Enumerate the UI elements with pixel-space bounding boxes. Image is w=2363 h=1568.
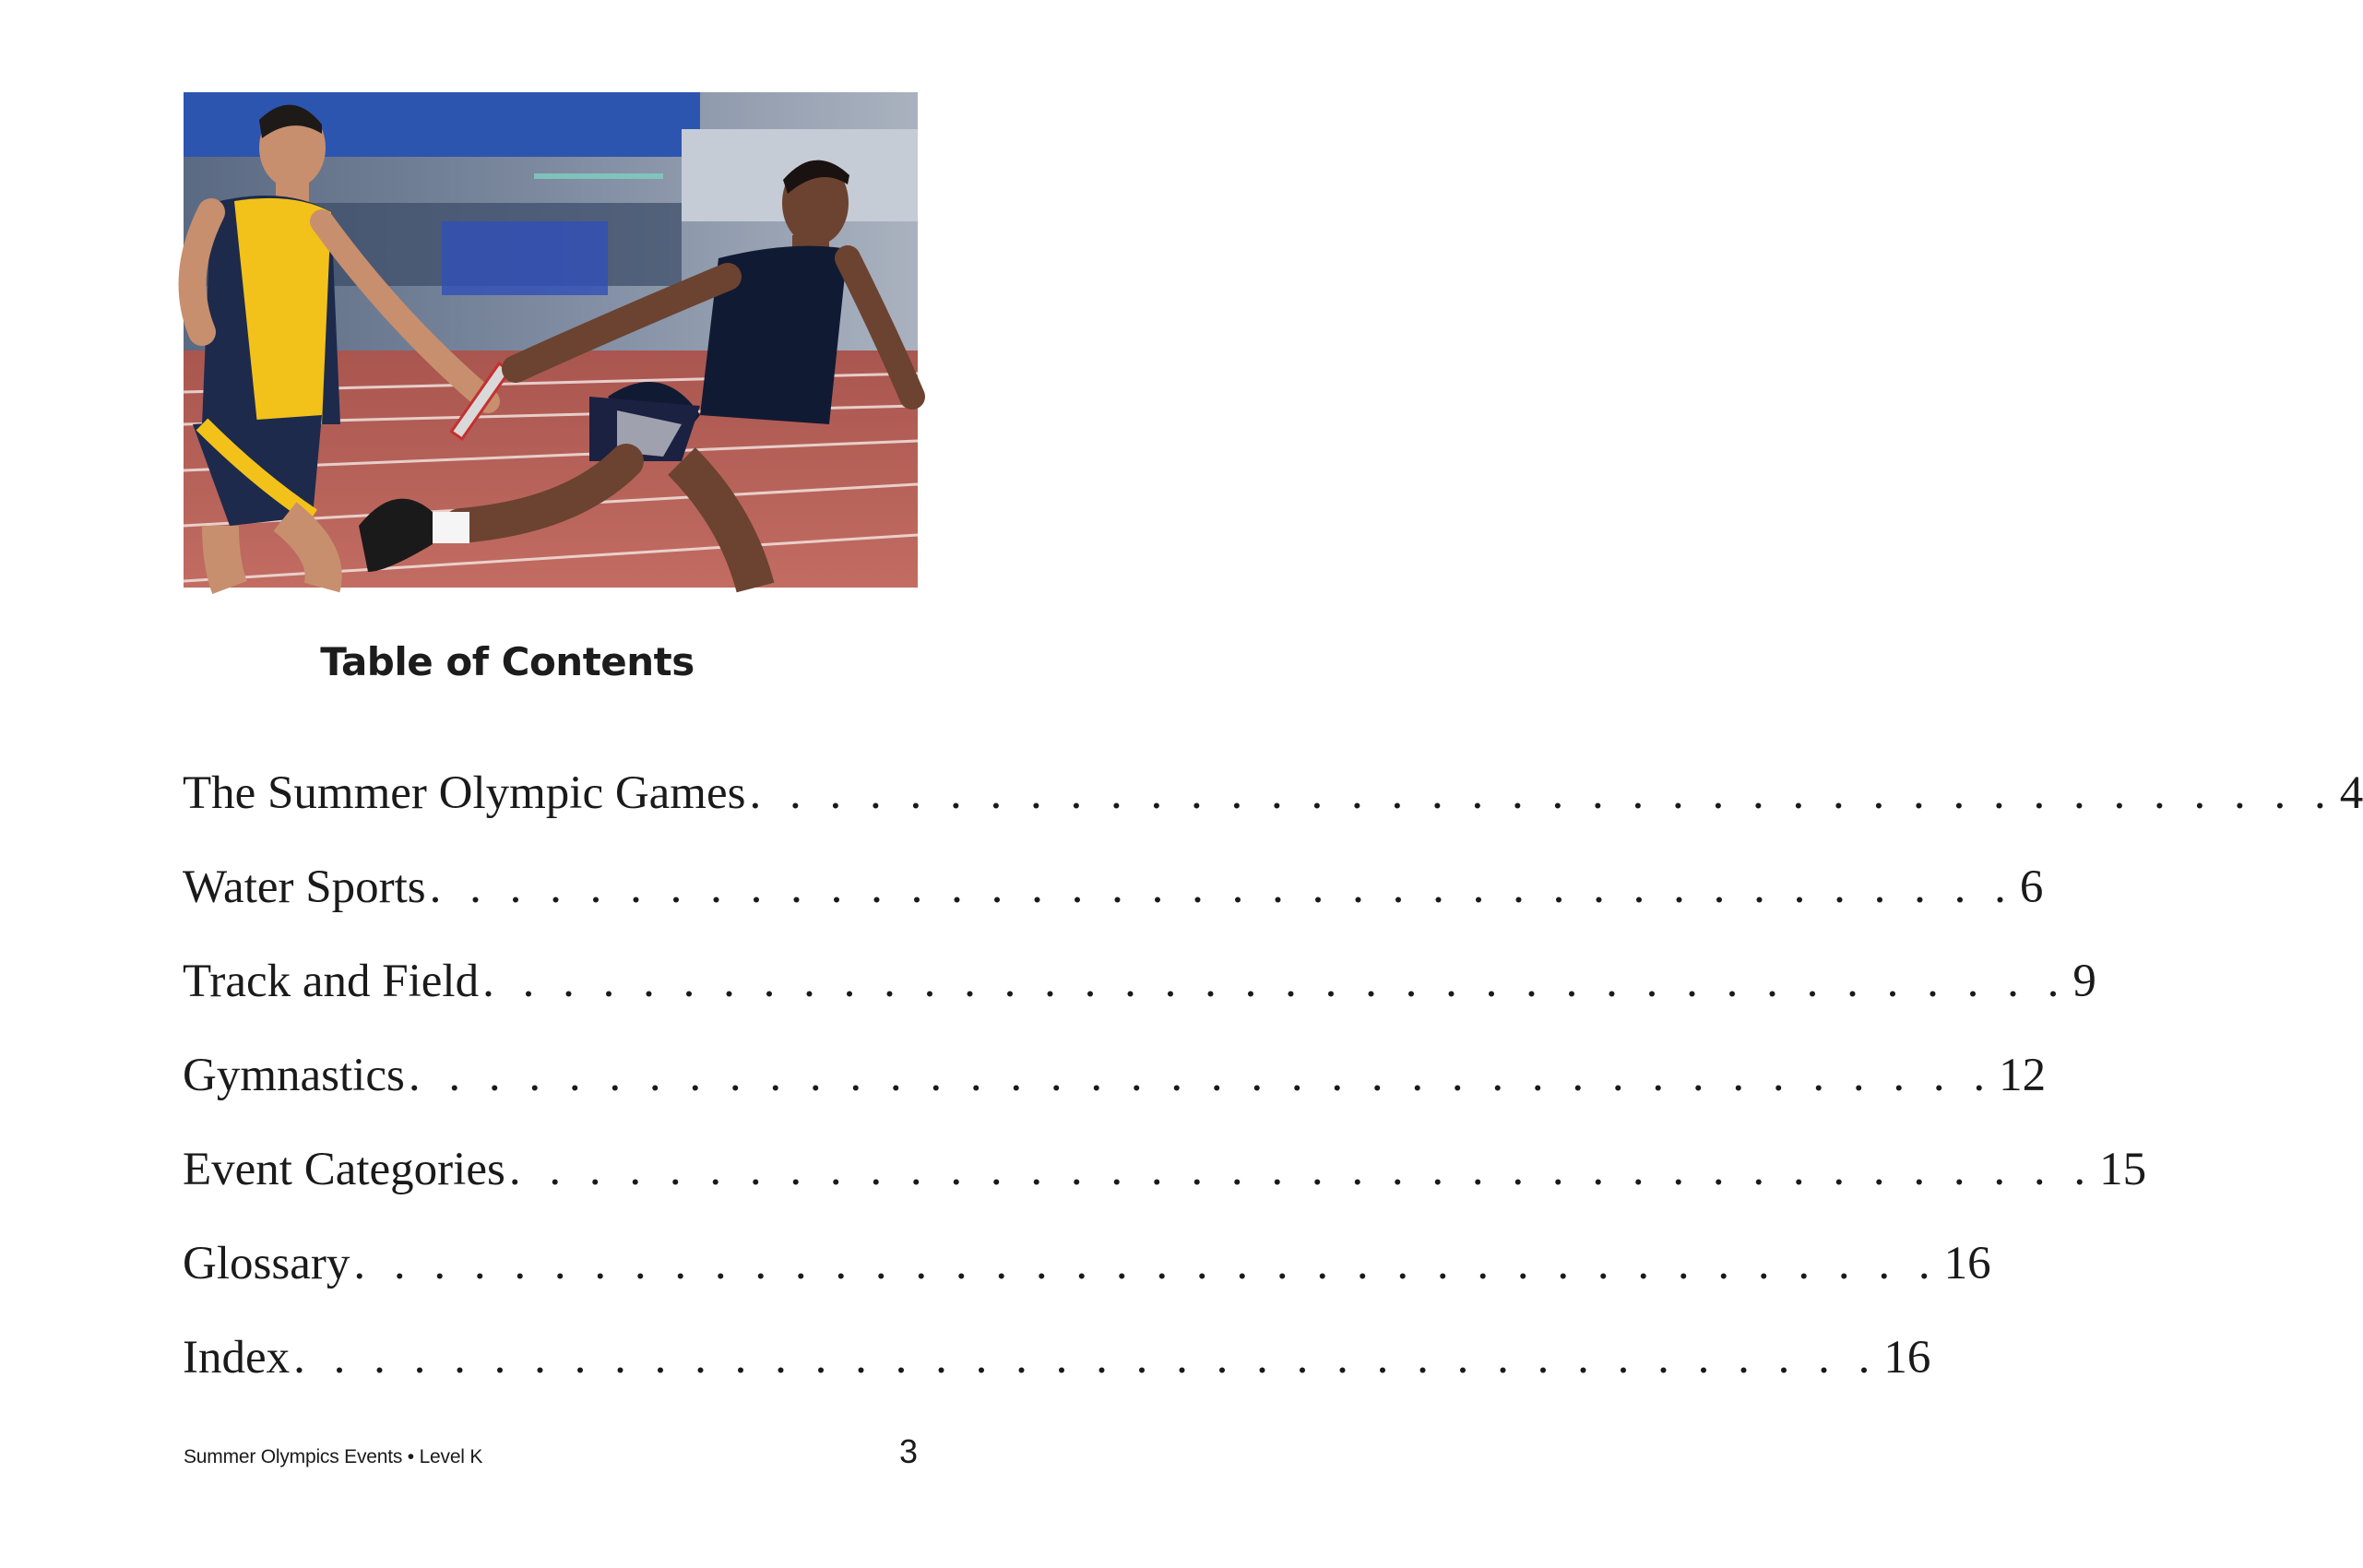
toc-dot-leader: . . . . . . . . . . . . . . . . . . . . . . . . . . . . . . . . . . . . . . . . [508, 1144, 2095, 1195]
toc-entry-page: 16 [1943, 1238, 1991, 1289]
toc-entry-label: Gymnastics [183, 1050, 405, 1101]
toc-entry[interactable] [183, 1043, 2047, 1137]
toc-list [183, 761, 2363, 1420]
toc-entry[interactable] [183, 1137, 2147, 1231]
relay-race-photo [184, 92, 918, 588]
toc-dot-leader: . . . . . . . . . . . . . . . . . . . . . . . . . . . . . . . . . . . . . . . . [482, 956, 2068, 1007]
toc-entry-label: The Summer Olympic Games [183, 767, 746, 819]
toc-dot-leader: . . . . . . . . . . . . . . . . . . . . . . . . . . . . . . . . . . . . . . . . [293, 1332, 1879, 1384]
toc-entry[interactable] [183, 1231, 1991, 1325]
toc-title: Table of Contents [320, 639, 695, 684]
toc-entry-page: 15 [2099, 1144, 2147, 1195]
toc-entry[interactable] [183, 855, 2044, 949]
toc-entry[interactable] [183, 949, 2096, 1043]
toc-dot-leader: . . . . . . . . . . . . . . . . . . . . . . . . . . . . . . . . . . . . . . . . [408, 1050, 1994, 1101]
footer-page-number: 3 [898, 1432, 918, 1470]
toc-entry-page: 12 [1999, 1050, 2047, 1101]
toc-entry-label: Index [183, 1332, 291, 1384]
relay-race-illustration [184, 92, 918, 588]
toc-dot-leader: . . . . . . . . . . . . . . . . . . . . . . . . . . . . . . . . . . . . . . . . [749, 767, 2334, 819]
toc-entry[interactable] [183, 1325, 1931, 1420]
toc-entry-label: Track and Field [183, 956, 480, 1007]
toc-entry-label: Event Categories [183, 1144, 505, 1195]
toc-entry-label: Glossary [183, 1238, 350, 1289]
toc-entry-page: 6 [2019, 861, 2044, 913]
footer-book-info: Summer Olympics Events • Level K [184, 1446, 483, 1467]
toc-entry-page: 9 [2072, 956, 2096, 1007]
toc-entry[interactable] [183, 761, 2363, 855]
toc-entry-label: Water Sports [183, 861, 426, 913]
toc-dot-leader: . . . . . . . . . . . . . . . . . . . . . . . . . . . . . . . . . . . . . . . . [353, 1238, 1939, 1289]
toc-dot-leader: . . . . . . . . . . . . . . . . . . . . . . . . . . . . . . . . . . . . . . . . [429, 861, 2014, 913]
toc-entry-page: 16 [1883, 1332, 1931, 1384]
toc-entry-page: 4 [2339, 767, 2363, 819]
